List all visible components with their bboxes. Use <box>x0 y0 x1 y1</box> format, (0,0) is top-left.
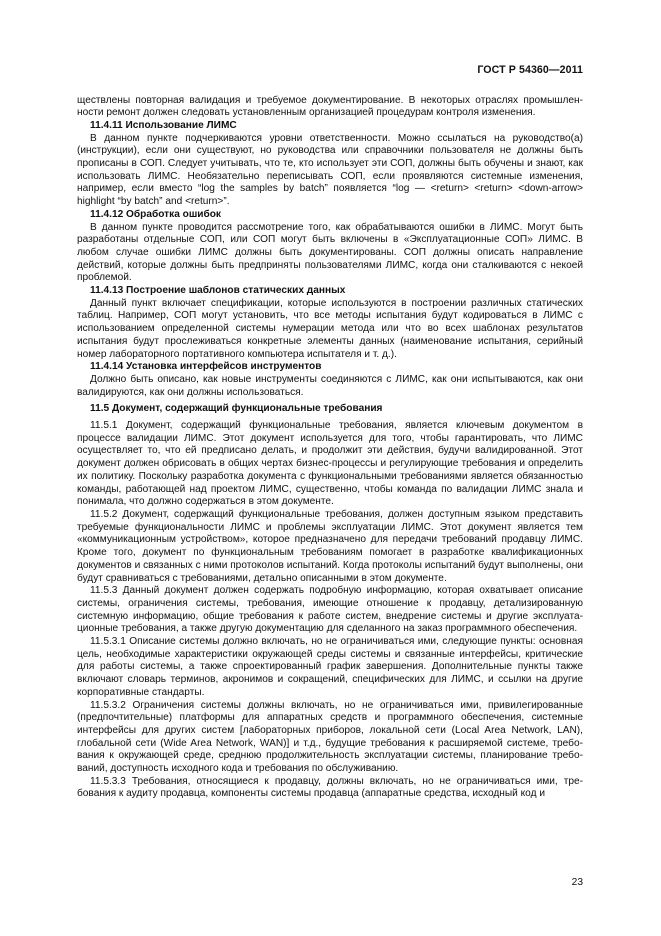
heading-11-4-13: 11.4.13 Построение шаблонов статических данных <box>90 285 346 297</box>
heading-11-4-12: 11.4.12 Обработка ошибок <box>90 208 221 220</box>
document-identifier: ГОСТ Р 54360—2011 <box>477 64 583 76</box>
heading-11-4-14: 11.4.14 Установка интерфейсов инструментов <box>90 361 322 373</box>
paragraph-11-5-3-3: 11.5.3.3 Требования, относящиеся к продавцу, должны включать, но не ограничиваться ими, требования к аудиту продавца, компоненты системы продавца (аппаратные средства, исходный код и <box>77 775 583 800</box>
paragraph-continuation: ществлены повторная валидация и требуемое документирование. В некоторых отраслях промышленности ремонт должен следовать установленным организацией процедурам контроля изменения. <box>77 94 583 119</box>
paragraph-11-5-1: 11.5.1 Документ, содержащий функциональные требования, является ключевым документом в процессе валидации ЛИМС. Этот документ используется для того, чтобы гарантировать, что ЛИМС осуществляет то, что ей предписано делать, и продолжит эти действия, будучи валидированной. Этот документ должен обрисовать в общих чертах бизнес-процессы и регулирующие требования и определить их политику. Поскольку разработка документа с функциональными требованиями является обязанностью команды, работающей над проектом ЛИМС, существенно, чтобы команда по валидации ЛИМС знала и понимала, что должно содержаться в этом документе. <box>77 420 583 508</box>
paragraph-11-5-3-1: 11.5.3.1 Описание системы должно включать, но не ограничиваться ими, следующие пункты: основная цель, необходимые характеристики окружающей среды системы и связанные интерфейсы, критические для работы системы, а также спроектированный график завершения. Дополнительные пункты также включают словарь терминов, акронимов и сокращений, специфических для ЛИМС, и ссылки на другие корпоративные стандарты. <box>77 636 583 698</box>
paragraph-11-4-11: В данном пункте подчеркиваются уровни ответственности. Можно ссылаться на руководство(а) (инструкции), если они существуют, но руководства или справочники пользователя не должны быть прописаны в СОП. Следует учитывать, что те, кто использует эти СОП, должны быть обучены и знают, как использовать ЛИМС. Необязательно переписывать СОП, если проявляются системные изменения, например, если вместо “log the samples by batch” появляется “log — <return> <return> <down-arrow> highlight “by batch” and <return>”. <box>77 132 583 208</box>
paragraph-11-4-13: Данный пункт включает спецификации, которые используются в построении различных статических таблиц. Например, СОП могут установить, что все методы испытания будут кодироваться в ЛИМС с использованием определенной системы нумерации метода или что во всех шаблонах результатов испытания будут прослеживаться конкретные элементы данных (наименование испытания, серийный номер лабораторного портативного компьютера испытателя и т. д.). <box>77 297 583 360</box>
page-number: 23 <box>571 877 583 888</box>
paragraph-11-5-2: 11.5.2 Документ, содержащий функциональные требования, должен доступным языком представить требуемые функциональности ЛИМС и проблемы эксплуатации ЛИМС. Этот документ является тем «коммуникационным устройством», которое предназначено для передачи требований продавцу ЛИМС. Кроме того, документ по функциональным требованиям помогает в разработке квалификационных документов и связанных с ними протоколов испытаний. Когда протоколы испытаний будут выполнены, они будут сравниваться с требованиями, детально описанными в этом документе. <box>77 509 583 584</box>
paragraph-11-4-14: Должно быть описано, как новые инструменты соединяются с ЛИМС, как они испытываются, как они валидируются, как они должны использоваться. <box>77 373 583 398</box>
heading-11-5: 11.5 Документ, содержащий функциональные требования <box>90 403 383 415</box>
paragraph-11-5-3-2: 11.5.3.2 Ограничения системы должны включать, но не ограничиваться ими, привилегированные (предпочтительные) платформы для аппаратных средств и программного обеспечения, системные интерфейсы для других систем [лабораторных приборов, локальной сети (Local Area Network, LAN), глобальной сети (Wide Area Network, WAN)] и т.д., будущие требования к расширяемой системе, требования к окружающей среде, среднюю продолжительность эксплуатации системы, планирование требований, доступность исходного кода и требования по обслуживанию. <box>77 699 583 775</box>
paragraph-11-5-3: 11.5.3 Данный документ должен содержать подробную информацию, которая охватывает описание системы, ограничения системы, требования, имеющие отношение к продавцу, детализированную системную информацию, общие требования к работе систем, внедрение системы и другие эксплуатационные требования, а также другую документацию для сделанного на заказ программного обеспечения. <box>77 585 583 635</box>
document-body <box>77 95 583 802</box>
heading-11-4-11: 11.4.11 Использование ЛИМС <box>90 119 237 131</box>
paragraph-11-4-12: В данном пункте проводится рассмотрение того, как обрабатываются ошибки в ЛИМС. Могут быть разработаны отдельные СОП, или СОП могут быть включены в «Эксплуатационные СОП» ЛИМС. В любом случае ошибки ЛИМС должны быть документированы. СОП должны описать направление действий, которые должны быть предприняты пользователями ЛИМС, когда они сталкиваются с некоей проблемой. <box>77 221 583 284</box>
